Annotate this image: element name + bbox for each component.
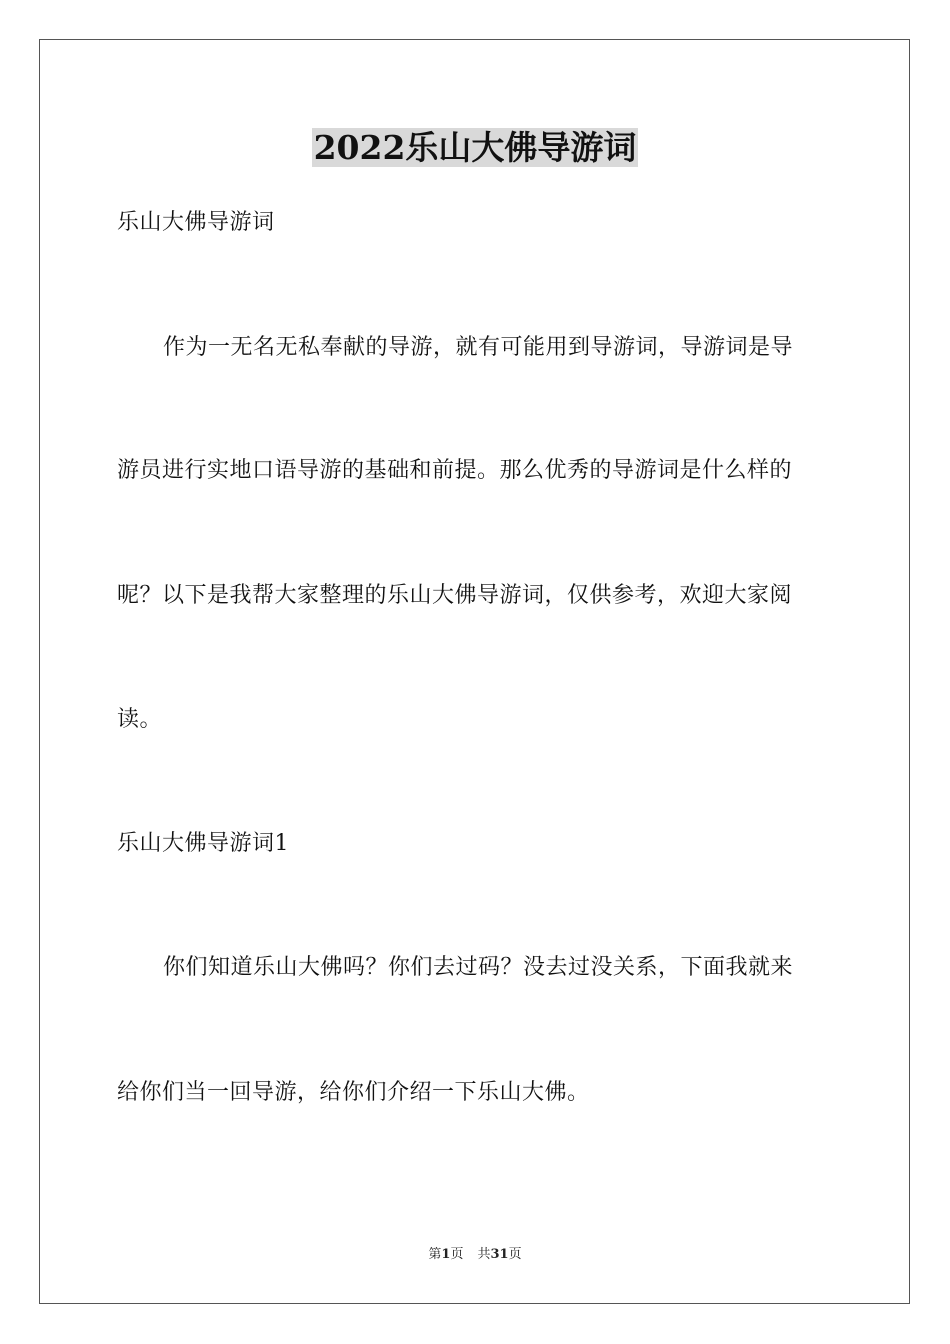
page-suffix: 页 [450, 1247, 464, 1262]
paragraph-line: 给你们当一回导游，给你们介绍一下乐山大佛。 [117, 1080, 590, 1105]
section-heading: 乐山大佛导游词 [117, 210, 275, 235]
page-number: 1 [441, 1247, 451, 1262]
section-heading: 乐山大佛导游词1 [117, 831, 289, 856]
page-footer [0, 1246, 950, 1264]
total-prefix: 共 [477, 1247, 491, 1262]
paragraph-line: 游员进行实地口语导游的基础和前提。那么优秀的导游词是什么样的 [117, 458, 793, 483]
document-title-text: 2022乐山大佛导游词 [313, 128, 637, 167]
paragraph-line: 读。 [117, 707, 163, 732]
paragraph-line: 作为一无名无私奉献的导游，就有可能用到导游词，导游词是导 [163, 335, 794, 360]
total-pages: 31 [490, 1247, 509, 1262]
document-title [0, 126, 950, 170]
paragraph-line: 你们知道乐山大佛吗？你们去过码？没去过没关系，下面我就来 [163, 955, 794, 980]
paragraph-line: 呢？以下是我帮大家整理的乐山大佛导游词，仅供参考，欢迎大家阅 [117, 583, 793, 608]
total-suffix: 页 [508, 1247, 522, 1262]
page-prefix: 第 [428, 1247, 442, 1262]
